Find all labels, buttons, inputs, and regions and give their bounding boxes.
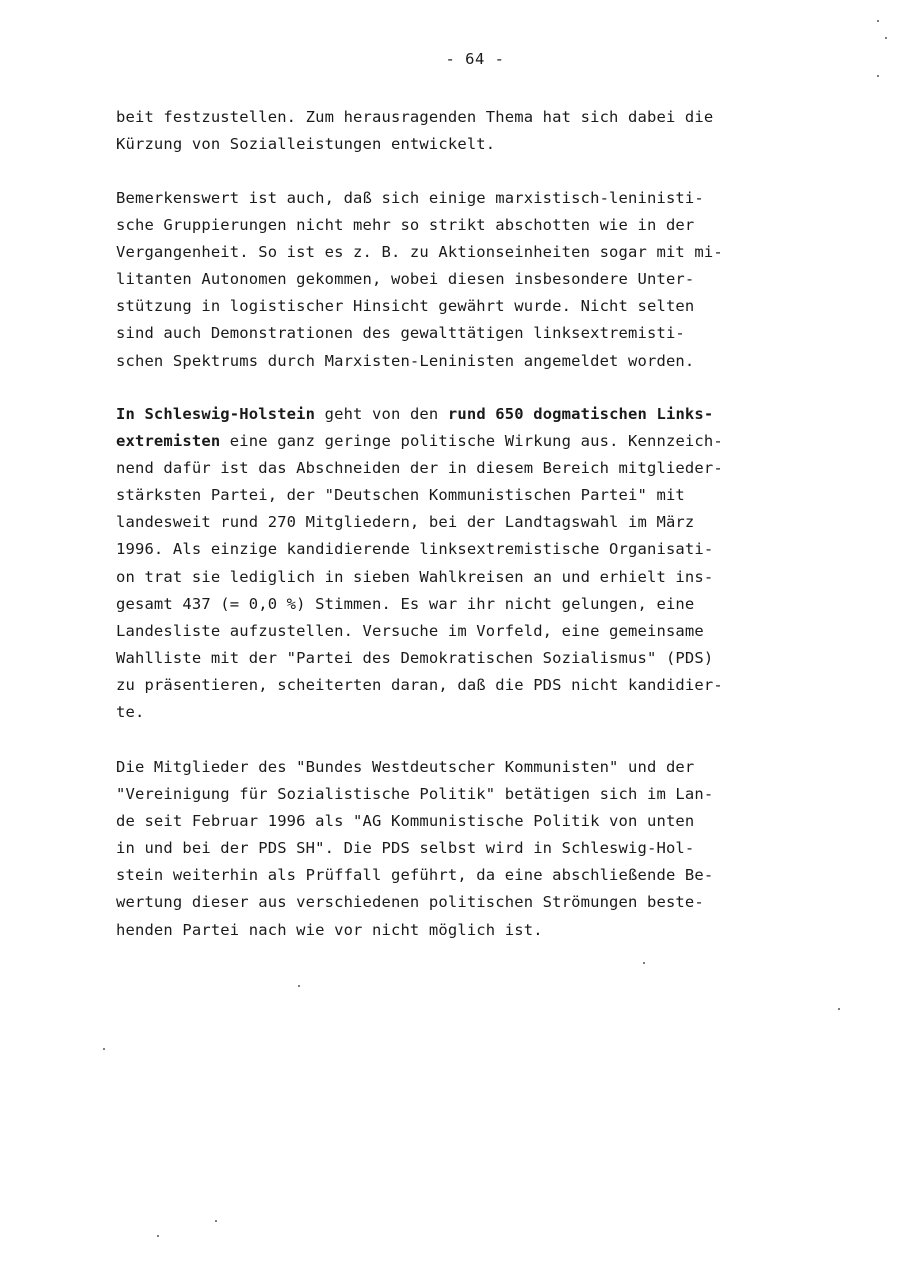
text-line [116, 348, 846, 375]
text-run: stützung in logistischer Hinsicht gewährt wurde. Nicht selten [116, 297, 695, 316]
text-line [116, 645, 846, 672]
scan-speck [885, 37, 887, 39]
scan-speck [103, 1048, 105, 1050]
text-run: sind auch Demonstrationen des gewalttätigen linksextremisti- [116, 324, 685, 343]
text-line [116, 835, 846, 862]
text-run: te. [116, 703, 145, 722]
scan-speck [643, 962, 645, 964]
text-line [116, 862, 846, 889]
text-run: Kürzung von Sozialleistungen entwickelt. [116, 135, 496, 154]
text-run: "Vereinigung für Sozialistische Politik" betätigen sich im Lan- [116, 785, 714, 804]
text-run: sche Gruppierungen nicht mehr so strikt abschotten wie in der [116, 216, 695, 235]
text-run: henden Partei nach wie vor nicht möglich ist. [116, 920, 543, 939]
text-run: landesweit rund 270 Mitgliedern, bei der Landtagswahl im März [116, 513, 695, 532]
text-run: stärksten Partei, der "Deutschen Kommunistischen Partei" mit [116, 486, 685, 505]
bold-text: rund 650 dogmatischen Links- [447, 405, 714, 423]
text-line [116, 618, 846, 645]
bold-text: In Schleswig-Holstein [116, 405, 316, 423]
scan-speck [215, 1220, 217, 1222]
text-run: 1996. Als einzige kandidierende linksextremistische Organisati- [116, 540, 714, 559]
scan-speck [298, 985, 300, 987]
text-run: gesamt 437 (= 0,0 %) Stimmen. Es war ihr nicht gelungen, eine [116, 594, 695, 613]
text-line [116, 482, 846, 509]
text-run: eine ganz geringe politische Wirkung aus. Kennzeich- [220, 432, 723, 451]
paragraph-2 [116, 185, 846, 375]
text-run: de seit Februar 1996 als "AG Kommunistische Politik von unten [116, 812, 695, 831]
text-line [116, 104, 846, 131]
text-line [116, 131, 846, 158]
text-line [116, 591, 846, 618]
text-run: stein weiterhin als Prüffall geführt, da eine abschließende Be- [116, 866, 714, 885]
text-line [116, 672, 846, 699]
page-number: - 64 - [445, 50, 505, 68]
scan-speck [877, 75, 879, 77]
text-line [116, 509, 846, 536]
text-run: Bemerkenswert ist auch, daß sich einige marxistisch-leninisti- [116, 189, 704, 207]
scan-speck [877, 20, 879, 22]
scan-speck [838, 1008, 840, 1010]
text-run: beit festzustellen. Zum herausragenden Thema hat sich dabei die [116, 108, 714, 126]
text-line [116, 917, 846, 944]
text-run: Landesliste aufzustellen. Versuche im Vorfeld, eine gemeinsame [116, 621, 704, 640]
text-line [116, 699, 846, 726]
text-line [116, 401, 846, 428]
text-run: litanten Autonomen gekommen, wobei diesen insbesondere Unter- [116, 270, 695, 289]
paragraph-4 [116, 754, 846, 944]
text-line [116, 781, 846, 808]
text-run: geht von den [315, 405, 448, 423]
text-line [116, 754, 846, 781]
text-line [116, 185, 846, 212]
text-run: Wahlliste mit der "Partei des Demokratischen Sozialismus" (PDS) [116, 648, 714, 667]
text-line [116, 536, 846, 563]
text-line [116, 212, 846, 239]
text-line [116, 266, 846, 293]
text-run: in und bei der PDS SH". Die PDS selbst wird in Schleswig-Hol- [116, 839, 695, 858]
text-run: nend dafür ist das Abschneiden der in diesem Bereich mitglieder- [116, 459, 723, 478]
text-line [116, 889, 846, 916]
text-run: Vergangenheit. So ist es z. B. zu Aktionseinheiten sogar mit mi- [116, 243, 723, 262]
text-run: schen Spektrums durch Marxisten-Leninisten angemeldet worden. [116, 351, 695, 370]
text-line [116, 293, 846, 320]
text-run: wertung dieser aus verschiedenen politischen Strömungen beste- [116, 893, 704, 912]
paragraph-3 [116, 401, 846, 726]
text-line [116, 808, 846, 835]
scan-speck [157, 1235, 159, 1237]
text-line [116, 428, 846, 455]
text-line [116, 239, 846, 266]
bold-text: extremisten [116, 432, 221, 451]
text-run: zu präsentieren, scheiterten daran, daß die PDS nicht kandidier- [116, 675, 723, 694]
text-line [116, 320, 846, 347]
text-line [116, 564, 846, 591]
text-line [116, 455, 846, 482]
paragraph-1 [116, 104, 846, 158]
text-run: on trat sie lediglich in sieben Wahlkreisen an und erhielt ins- [116, 567, 714, 586]
text-run: Die Mitglieder des "Bundes Westdeutscher Kommunisten" und der [116, 758, 695, 776]
